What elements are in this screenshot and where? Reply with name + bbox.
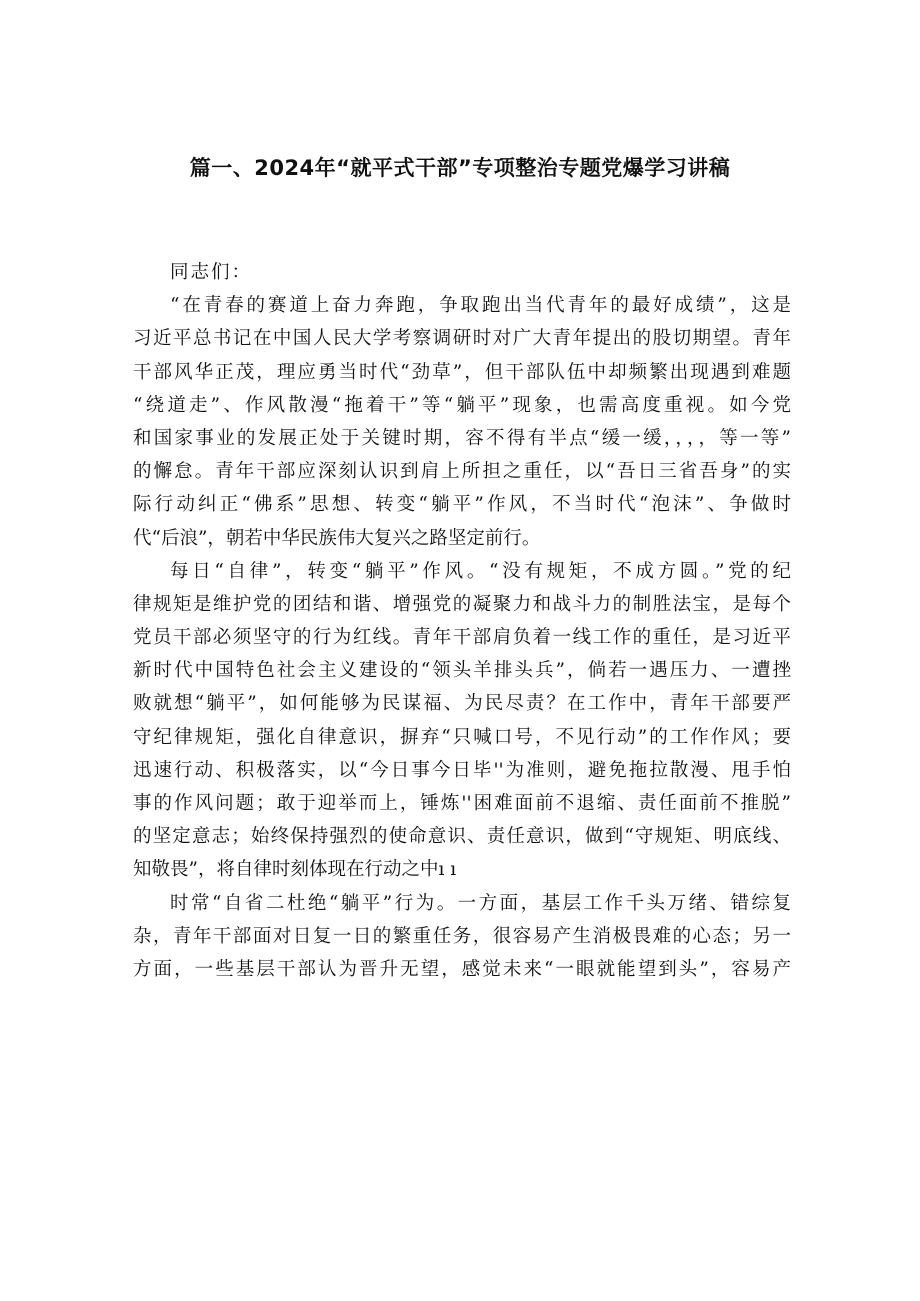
- paragraph-1: [133, 289, 791, 555]
- salutation: 同志们：: [170, 262, 253, 283]
- paragraph-line: 习近平总书记在中国人民大学考察调研时对广大青年提出的股切期望。青年: [133, 328, 791, 350]
- paragraph-line: 新时代中国特色社会主义建设的“领头羊排头兵”，倘若一遇压力、一遭挫: [133, 660, 791, 682]
- paragraph-line: 事的作风问题；敢于迎举而上，锤炼''困难面前不退缩、责任面前不推脱”: [133, 793, 791, 815]
- paragraph-line: 党员干部必须坚守的行为红线。青年干部肩负着一线工作的重任，是习近平: [133, 627, 791, 649]
- paragraph-line: 方面，一些基层干部认为晋升无望，感觉未来“一眼就能望到头”，容易产: [133, 958, 791, 980]
- paragraph-line: 时常“自省二杜绝“躺平”行为。一方面，基层工作千头万绪、错综复: [170, 892, 791, 914]
- paragraph-line: 知敬畏”，将自律时刻体现在行动之中ı ı: [133, 859, 457, 881]
- paragraph-line: 和国家事业的发展正处于关键时期，容不得有半点“缓一缓，，，，等一等”: [133, 427, 791, 449]
- paragraph-line: “在青春的赛道上奋力奔跑，争取跑出当代青年的最好成绩”，这是: [170, 295, 791, 317]
- paragraph-line: 杂，青年干部面对日复一日的繁重任务，很容易产生消极畏难的心态；另一: [133, 925, 791, 947]
- document-title: 篇一、2024年“就平式干部”专项整治专题党爆学习讲稿: [189, 156, 731, 180]
- paragraph-line: “绕道走”、作风散漫“拖着干”等“躺平”现象，也需高度重视。如今党: [133, 394, 791, 416]
- paragraph-line: 代“后浪”，朝若中华民族伟大复兴之路坚定前行。: [133, 527, 541, 549]
- paragraph-line: 守纪律规矩，强化自律意识，摒弃“只喊口号，不见行动”的工作作风；要: [133, 726, 791, 748]
- paragraph-line: 的懈怠。青年干部应深刻认识到肩上所担之重任，以“吾日三省吾身”的实: [133, 461, 791, 483]
- paragraph-line: 际行动纠正“佛系”思想、转变“躺平”作风，不当时代“泡沫”、争做时: [133, 494, 791, 516]
- paragraph-3: [133, 887, 791, 987]
- paragraph-line: 每日“自律”，转变“躺平”作风。“没有规矩，不成方圆。”党的纪: [170, 560, 791, 582]
- paragraph-2: [133, 555, 791, 887]
- paragraph-line: 律规矩是维护党的团结和谐、增强党的凝聚力和战斗力的制胜法宝，是每个: [133, 593, 791, 615]
- paragraph-line: 的坚定意志；始终保持强烈的使命意识、责任意识，做到“守规矩、明底线、: [133, 826, 791, 848]
- paragraph-line: 迅速行动、积极落实，以“今日事今日毕''为准则，避免拖拉散漫、甩手怕: [133, 759, 791, 781]
- paragraph-line: 败就想“躺平”，如何能够为民谋福、为民尽责？在工作中，青年干部要严: [133, 693, 791, 715]
- paragraph-line: 干部风华正茂，理应勇当时代“劲草”，但干部队伍中却频繁出现遇到难题: [133, 361, 791, 383]
- document-body: [133, 256, 791, 986]
